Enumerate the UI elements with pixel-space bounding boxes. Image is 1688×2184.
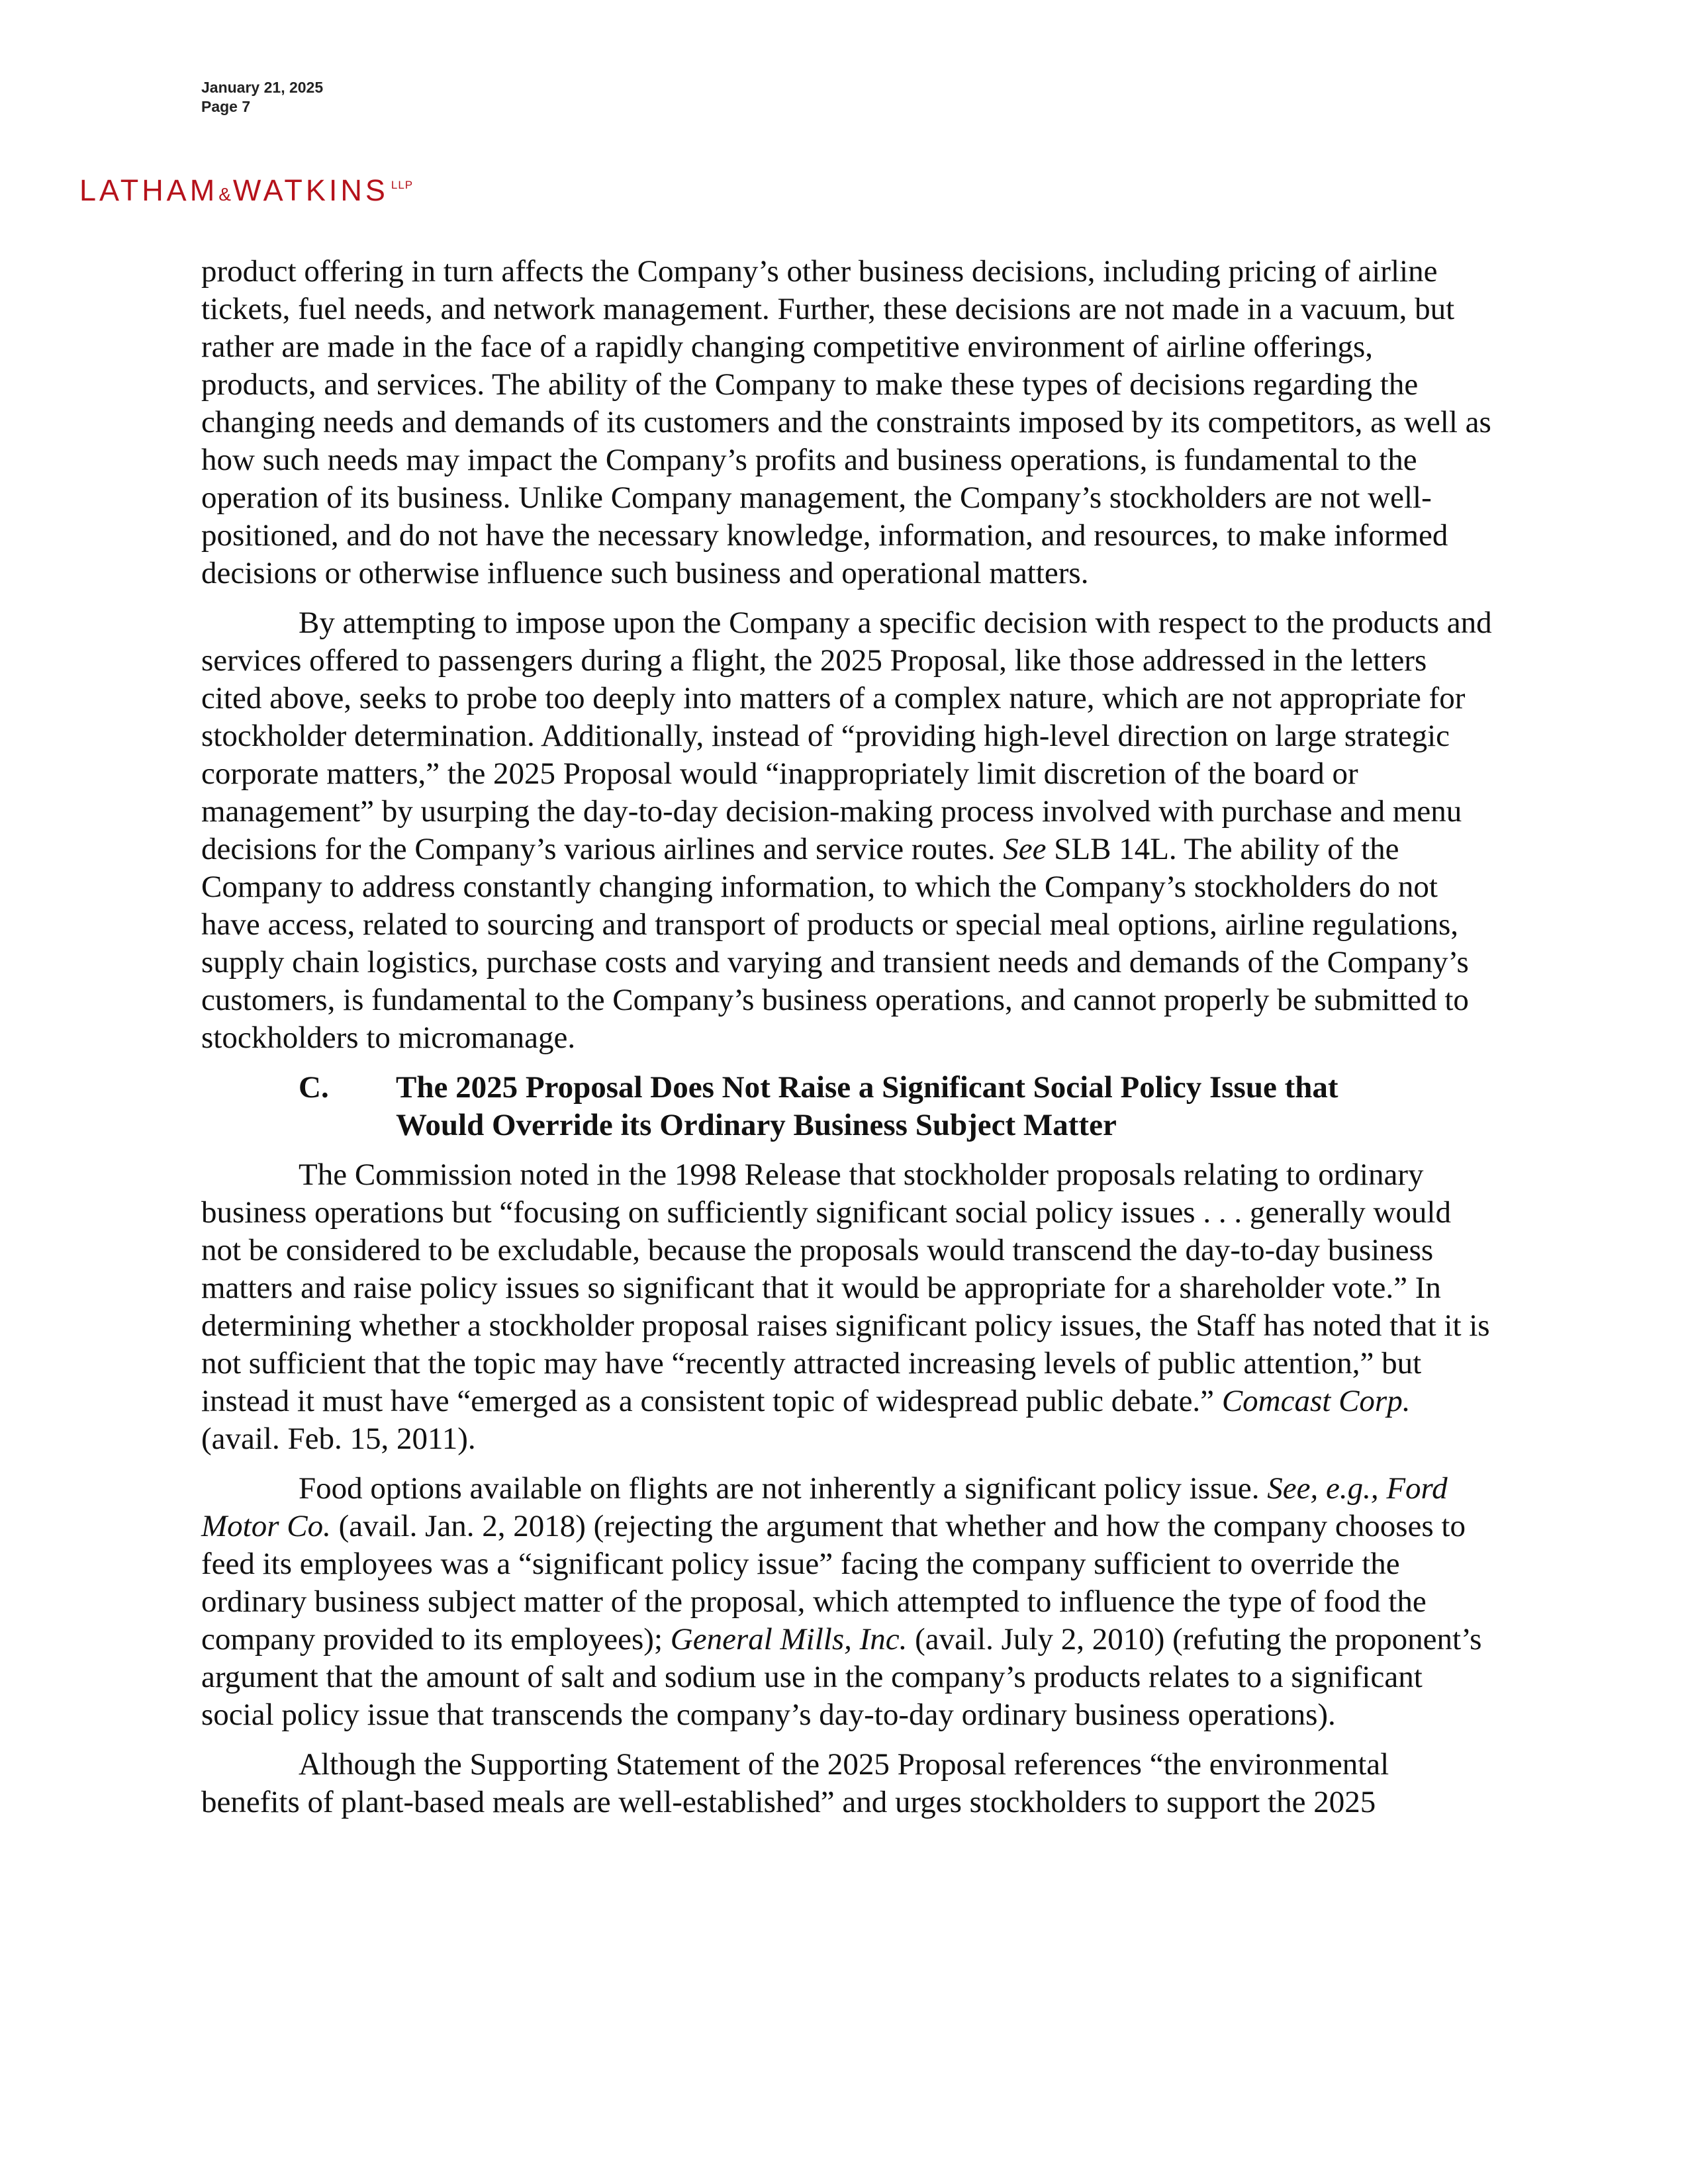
page-header <box>201 78 323 116</box>
document-body <box>201 253 1492 1833</box>
header-page-number: Page 7 <box>201 98 251 115</box>
section-heading-title: The 2025 Proposal Does Not Raise a Significant Social Policy Issue that Would Override its Ordinary Business Subject Matter <box>396 1070 1338 1142</box>
logo-part-1: LATHAM <box>79 173 218 207</box>
paragraph-2 <box>201 604 1492 1057</box>
logo-part-2: WATKINS <box>232 173 389 207</box>
paragraph-3-part-b: (avail. Feb. 15, 2011). <box>201 1422 476 1456</box>
logo-suffix: LLP <box>391 179 414 191</box>
firm-logo <box>79 173 413 208</box>
section-heading-letter: C. <box>299 1070 329 1105</box>
paragraph-3 <box>201 1156 1492 1458</box>
citation-ford: See, e.g., Ford Motor Co. <box>201 1471 1448 1543</box>
paragraph-1: product offering in turn affects the Company’s other business decisions, including pricing of airline tickets, fuel needs, and network management. Further, these decisions are not made in a vacuum, but rather are made in the face of a rapidly changing competitive environment of airline offerings, products, and services. The ability of the Company to make these types of decisions regarding the changing needs and demands of its customers and the constraints imposed by its competitors, as well as how such needs may impact the Company’s profits and business operations, is fundamental to the operation of its business. Unlike Company management, the Company’s stockholders are not well-positioned, and do not have the necessary knowledge, information, and resources, to make informed decisions or otherwise influence such business and operational matters. <box>201 254 1491 590</box>
citation-see: See <box>1003 832 1047 866</box>
paragraph-4-part-b: (avail. Jan. 2, 2018) (rejecting the argument that whether and how the company chooses to feed its employees was a “significant policy issue” facing the company sufficient to override the ordinary business subject matter of the proposal, which attempted to influence the type of food the company provided to its employees); <box>201 1509 1466 1657</box>
paragraph-4-part-c: (avail. July 2, 2010) (refuting the proponent’s argument that the amount of salt and sodium use in the company’s products relates to a significant social policy issue that transcends the company’s day-to-day ordinary business operations). <box>201 1622 1482 1732</box>
logo-ampersand: & <box>218 184 231 205</box>
paragraph-2-part-b: SLB 14L. The ability of the Company to address constantly changing information, to which the Company’s stockholders do not have access, related to sourcing and transport of products or special meal options, airline regulations, supply chain logistics, purchase costs and varying and transient needs and demands of the Company’s customers, is fundamental to the Company’s business operations, and cannot properly be submitted to stockholders to micromanage. <box>201 832 1469 1055</box>
paragraph-4-part-a: Food options available on flights are not inherently a significant policy issue. <box>299 1471 1268 1506</box>
paragraph-2-part-a: By attempting to impose upon the Company a specific decision with respect to the products and services offered to passengers during a flight, the 2025 Proposal, like those addressed in the letters cited above, seeks to probe too deeply into matters of a complex nature, which are not appropriate for stockholder determination. Additionally, instead of “providing high-level direction on large strategic corporate matters,” the 2025 Proposal would “inappropriately limit discretion of the board or management” by usurping the day-to-day decision-making process involved with purchase and menu decisions for the Company’s various airlines and service routes. <box>201 606 1492 866</box>
paragraph-3-part-a: The Commission noted in the 1998 Release that stockholder proposals relating to ordinary business operations but “focusing on sufficiently significant social policy issues . . . generally would not be considered to be excludable, because the proposals would transcend the day-to-day business matters and raise policy issues so significant that it would be appropriate for a shareholder vote.” In determining whether a stockholder proposal raises significant policy issues, the Staff has noted that it is not sufficient that the topic may have “recently attracted increasing levels of public attention,” but instead it must have “emerged as a consistent topic of widespread public debate.” <box>201 1158 1490 1418</box>
section-heading <box>201 1069 1492 1144</box>
paragraph-5: Although the Supporting Statement of the 2025 Proposal references “the environmental benefits of plant-based meals are well-established” and urges stockholders to support the 2025 <box>201 1747 1389 1819</box>
header-date: January 21, 2025 <box>201 79 324 96</box>
paragraph-4 <box>201 1470 1492 1734</box>
citation-comcast: Comcast Corp. <box>1221 1384 1411 1418</box>
citation-general-mills: General Mills, Inc. <box>670 1622 908 1657</box>
